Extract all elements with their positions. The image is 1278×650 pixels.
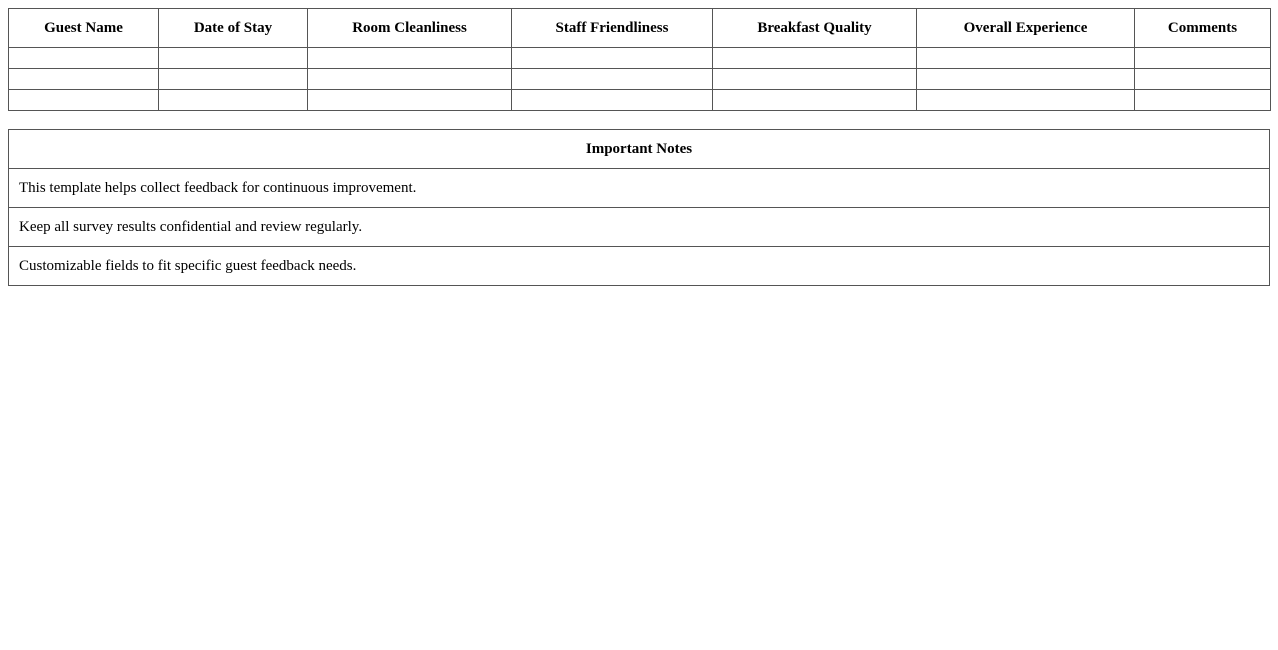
- cell-staff-friendliness[interactable]: [512, 48, 713, 69]
- important-notes-table: [8, 129, 1270, 286]
- notes-title: Important Notes: [9, 130, 1270, 169]
- cell-room-cleanliness[interactable]: [308, 90, 512, 111]
- cell-breakfast-quality[interactable]: [713, 48, 917, 69]
- header-breakfast-quality: Breakfast Quality: [713, 9, 917, 48]
- cell-room-cleanliness[interactable]: [308, 69, 512, 90]
- cell-date-of-stay[interactable]: [159, 69, 308, 90]
- cell-guest-name[interactable]: [9, 69, 159, 90]
- header-overall-experience: Overall Experience: [917, 9, 1135, 48]
- cell-breakfast-quality[interactable]: [713, 90, 917, 111]
- header-room-cleanliness: Room Cleanliness: [308, 9, 512, 48]
- cell-comments[interactable]: [1135, 48, 1271, 69]
- note-row: [9, 169, 1270, 208]
- cell-staff-friendliness[interactable]: [512, 90, 713, 111]
- note-row: [9, 247, 1270, 286]
- cell-guest-name[interactable]: [9, 48, 159, 69]
- note-item: Customizable fields to fit specific guest feedback needs.: [9, 247, 1270, 286]
- cell-overall-experience[interactable]: [917, 69, 1135, 90]
- note-item: Keep all survey results confidential and review regularly.: [9, 208, 1270, 247]
- table-row: [9, 90, 1271, 111]
- note-row: [9, 208, 1270, 247]
- cell-staff-friendliness[interactable]: [512, 69, 713, 90]
- header-staff-friendliness: Staff Friendliness: [512, 9, 713, 48]
- table-header-row: [9, 9, 1271, 48]
- cell-comments[interactable]: [1135, 90, 1271, 111]
- cell-date-of-stay[interactable]: [159, 48, 308, 69]
- note-item: This template helps collect feedback for continuous improvement.: [9, 169, 1270, 208]
- cell-overall-experience[interactable]: [917, 90, 1135, 111]
- header-date-of-stay: Date of Stay: [159, 9, 308, 48]
- cell-breakfast-quality[interactable]: [713, 69, 917, 90]
- cell-date-of-stay[interactable]: [159, 90, 308, 111]
- table-row: [9, 48, 1271, 69]
- cell-overall-experience[interactable]: [917, 48, 1135, 69]
- guest-survey-table: [8, 8, 1271, 111]
- cell-room-cleanliness[interactable]: [308, 48, 512, 69]
- header-guest-name: Guest Name: [9, 9, 159, 48]
- notes-header-row: [9, 130, 1270, 169]
- document-body: [8, 8, 1270, 286]
- cell-comments[interactable]: [1135, 69, 1271, 90]
- table-row: [9, 69, 1271, 90]
- cell-guest-name[interactable]: [9, 90, 159, 111]
- header-comments: Comments: [1135, 9, 1271, 48]
